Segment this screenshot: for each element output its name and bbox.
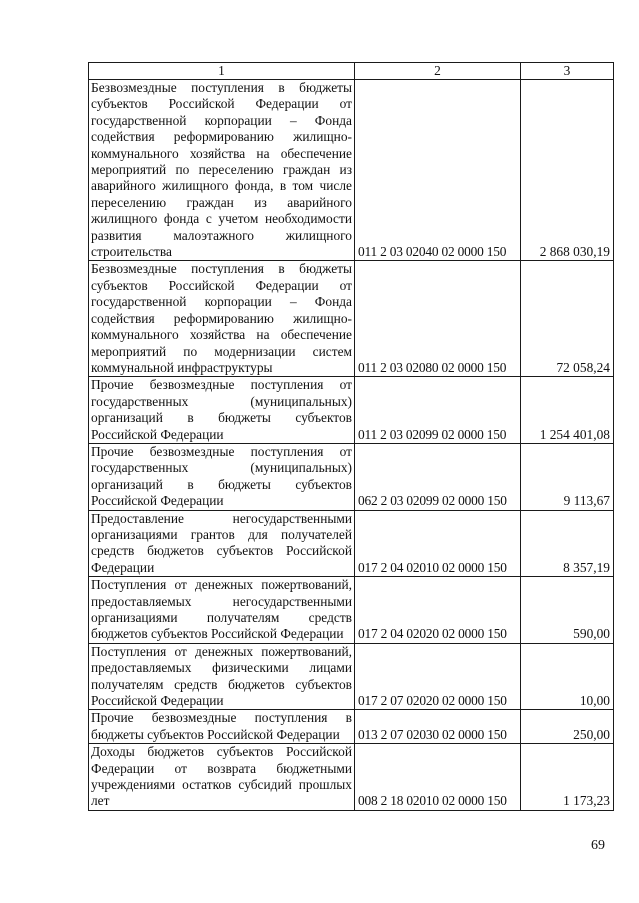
amount: 2 868 030,19 [521, 80, 614, 261]
revenue-table [88, 62, 614, 811]
table-row [89, 261, 614, 377]
budget-code: 017 2 07 02020 02 0000 150 [355, 643, 521, 710]
amount: 8 357,19 [521, 510, 614, 577]
table-row [89, 710, 614, 744]
amount: 590,00 [521, 577, 614, 644]
revenue-name: Безвозмездные поступления в бюджеты субъектов Российской Федерации от государственной корпорации – Фонда содействия реформированию жилищно-коммунального хозяйства на обеспечение мероприятий по модернизации систем коммунальной инфраструктуры [89, 261, 355, 377]
budget-code: 062 2 03 02099 02 0000 150 [355, 443, 521, 510]
amount: 1 173,23 [521, 744, 614, 811]
table-row [89, 377, 614, 444]
revenue-name: Предоставление негосударственными организациями грантов для получателей средств бюджетов субъектов Российской Федерации [89, 510, 355, 577]
revenue-name: Прочие безвозмездные поступления от государственных (муниципальных) организаций в бюджеты субъектов Российской Федерации [89, 377, 355, 444]
amount: 1 254 401,08 [521, 377, 614, 444]
budget-code: 011 2 03 02080 02 0000 150 [355, 261, 521, 377]
revenue-name: Прочие безвозмездные поступления в бюджеты субъектов Российской Федерации [89, 710, 355, 744]
budget-code: 008 2 18 02010 02 0000 150 [355, 744, 521, 811]
amount: 9 113,67 [521, 443, 614, 510]
table-header-row [89, 63, 614, 80]
table-row [89, 443, 614, 510]
revenue-name: Прочие безвозмездные поступления от государственных (муниципальных) организаций в бюджеты субъектов Российской Федерации [89, 443, 355, 510]
budget-code: 011 2 03 02099 02 0000 150 [355, 377, 521, 444]
budget-code: 017 2 04 02020 02 0000 150 [355, 577, 521, 644]
amount: 10,00 [521, 643, 614, 710]
table-row [89, 510, 614, 577]
page-number: 69 [591, 838, 605, 853]
amount: 250,00 [521, 710, 614, 744]
budget-code: 017 2 04 02010 02 0000 150 [355, 510, 521, 577]
revenue-name: Поступления от денежных пожертвований, предоставляемых физическими лицами получателям средств бюджетов субъектов Российской Федерации [89, 643, 355, 710]
table-row [89, 80, 614, 261]
table-row [89, 744, 614, 811]
column-header: 3 [521, 63, 614, 80]
budget-code: 013 2 07 02030 02 0000 150 [355, 710, 521, 744]
budget-code: 011 2 03 02040 02 0000 150 [355, 80, 521, 261]
table-row [89, 643, 614, 710]
revenue-name: Доходы бюджетов субъектов Российской Федерации от возврата бюджетными учреждениями остатков субсидий прошлых лет [89, 744, 355, 811]
amount: 72 058,24 [521, 261, 614, 377]
column-header: 1 [89, 63, 355, 80]
column-header: 2 [355, 63, 521, 80]
revenue-name: Безвозмездные поступления в бюджеты субъектов Российской Федерации от государственной корпорации – Фонда содействия реформированию жилищно-коммунального хозяйства на обеспечение мероприятий по переселению граждан из аварийного жилищного фонда, в том числе переселению граждан из аварийного жилищного фонда с учетом необходимости развития малоэтажного жилищного строительства [89, 80, 355, 261]
revenue-name: Поступления от денежных пожертвований, предоставляемых негосударственными организациями получателям средств бюджетов субъектов Российской Федерации [89, 577, 355, 644]
table-row [89, 577, 614, 644]
